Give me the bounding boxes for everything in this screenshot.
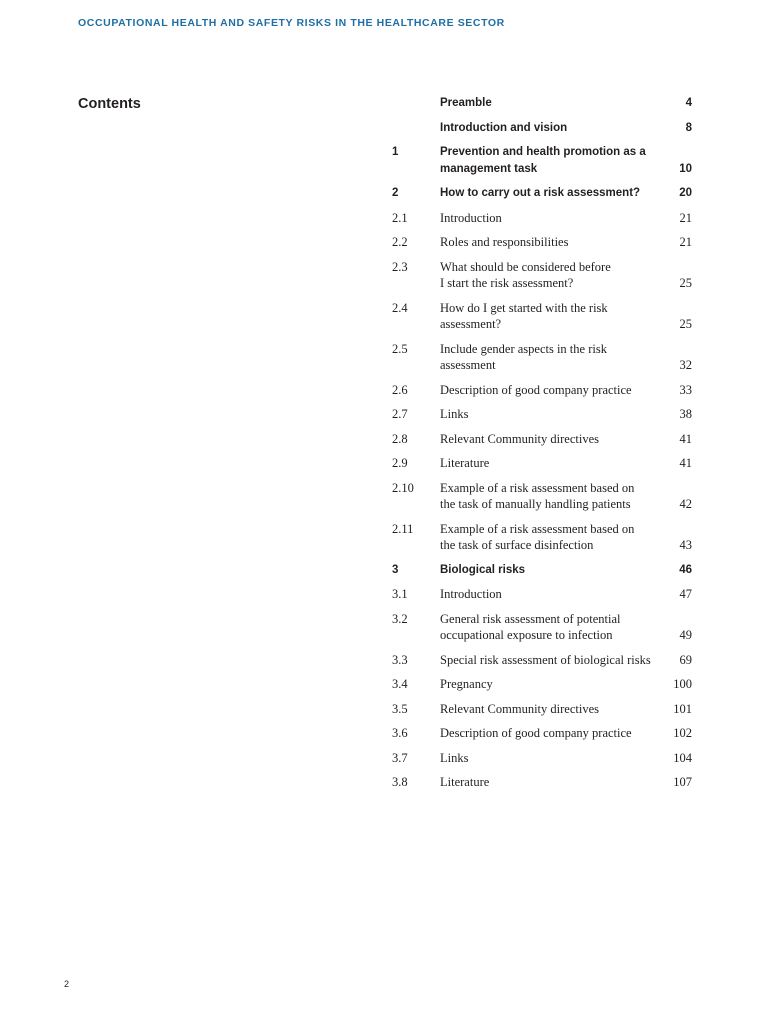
- toc-entry-title-line: Include gender aspects in the risk: [440, 341, 607, 356]
- toc-entry-page: 49: [679, 628, 692, 642]
- toc-entry-title-line: What should be considered before: [440, 259, 611, 274]
- table-of-contents: [392, 95, 692, 799]
- toc-entry-page: 8: [685, 121, 692, 134]
- toc-entry[interactable]: [392, 652, 692, 669]
- toc-entry-title-line: I start the risk assessment?: [440, 276, 574, 290]
- toc-entry[interactable]: [392, 144, 692, 177]
- toc-entry-title-line: Description of good company practice: [440, 382, 632, 397]
- toc-entry-title: [440, 300, 660, 333]
- toc-entry-title: [440, 210, 660, 227]
- toc-entry[interactable]: [392, 406, 692, 423]
- toc-entry-title-line: Literature: [440, 456, 490, 470]
- toc-entry[interactable]: [392, 341, 692, 374]
- toc-entry-number: 2.5: [392, 341, 408, 356]
- toc-entry[interactable]: [392, 95, 692, 112]
- toc-entry-number: 3.8: [392, 775, 408, 789]
- toc-entry-title-line: Links: [440, 407, 469, 421]
- toc-entry-page: 21: [679, 210, 692, 225]
- toc-entry-title-line: Example of a risk assessment based on: [440, 521, 635, 536]
- toc-entry-number: 3.5: [392, 701, 408, 716]
- toc-entry-page: 43: [679, 538, 692, 552]
- toc-entry-number: 2.3: [392, 259, 408, 274]
- toc-entry[interactable]: [392, 455, 692, 472]
- toc-entry-number: 2.2: [392, 235, 408, 249]
- toc-entry-page: 101: [673, 701, 692, 716]
- toc-entry-title: [440, 431, 660, 448]
- toc-entry-title: [440, 455, 660, 472]
- toc-entry-number: 2.9: [392, 456, 408, 470]
- toc-entry[interactable]: [392, 701, 692, 718]
- toc-entry-page: 25: [679, 276, 692, 290]
- contents-heading: Contents: [78, 96, 141, 112]
- toc-entry-title-line: the task of surface disinfection: [440, 538, 594, 552]
- toc-entry[interactable]: [392, 185, 692, 202]
- toc-entry-title: [440, 234, 660, 251]
- page-number: 2: [64, 979, 70, 989]
- toc-entry-title-line: assessment?: [440, 317, 502, 331]
- toc-entry-title: [440, 676, 660, 693]
- toc-entry-page: 107: [673, 775, 692, 789]
- toc-entry-title-line: Links: [440, 750, 469, 765]
- toc-entry-title: [440, 341, 660, 374]
- toc-entry-page: 41: [679, 456, 692, 470]
- toc-entry-title: [440, 185, 660, 202]
- toc-entry-number: 2: [392, 187, 399, 199]
- toc-entry-title-line: Pregnancy: [440, 677, 493, 691]
- toc-entry-number: 2.10: [392, 480, 414, 495]
- toc-entry-title: [440, 586, 660, 603]
- toc-entry-title-line: the task of manually handling patients: [440, 497, 631, 511]
- toc-entry[interactable]: [392, 234, 692, 251]
- toc-entry-title-line: Relevant Community directives: [440, 431, 599, 446]
- toc-entry-title-line: How to carry out a risk assessment?: [440, 187, 641, 199]
- toc-entry-title: [440, 259, 660, 292]
- toc-entry-title-line: General risk assessment of potential: [440, 611, 621, 626]
- toc-entry-title: [440, 774, 660, 791]
- toc-entry-page: 38: [679, 407, 692, 421]
- toc-entry[interactable]: [392, 300, 692, 333]
- toc-entry-page: 102: [673, 726, 692, 740]
- toc-entry-title-line: occupational exposure to infection: [440, 628, 613, 642]
- toc-entry-number: 2.4: [392, 300, 408, 315]
- toc-entry-title-line: Introduction: [440, 587, 502, 601]
- toc-entry-page: 20: [679, 187, 692, 199]
- toc-entry-title-line: Roles and responsibilities: [440, 235, 569, 249]
- toc-entry-title-line: Relevant Community directives: [440, 701, 599, 716]
- toc-entry-page: 33: [679, 382, 692, 397]
- toc-entry-title: [440, 480, 660, 513]
- toc-entry-title-line: Literature: [440, 775, 490, 789]
- toc-entry-page: 25: [679, 317, 692, 331]
- toc-entry-page: 10: [679, 162, 692, 175]
- toc-entry-page: 32: [679, 358, 692, 372]
- toc-entry-title-line: Special risk assessment of biological risks: [440, 652, 651, 667]
- toc-entry[interactable]: [392, 210, 692, 227]
- toc-entry-page: 41: [679, 431, 692, 446]
- toc-entry-page: 46: [679, 563, 692, 576]
- toc-entry[interactable]: [392, 725, 692, 742]
- toc-entry-title: [440, 144, 660, 177]
- toc-entry-number: 2.7: [392, 407, 408, 421]
- toc-entry-page: 42: [679, 497, 692, 511]
- toc-entry-title-line: Introduction and vision: [440, 121, 568, 134]
- toc-entry[interactable]: [392, 562, 692, 579]
- toc-entry-title-line: Biological risks: [440, 563, 526, 576]
- toc-entry-title: [440, 611, 660, 644]
- toc-entry[interactable]: [392, 586, 692, 603]
- toc-entry-number: 2.6: [392, 382, 408, 397]
- toc-entry-title-line: management task: [440, 162, 538, 175]
- toc-entry-number: 1: [392, 146, 399, 158]
- toc-entry-number: 2.11: [392, 521, 414, 536]
- toc-entry-number: 2.8: [392, 431, 408, 446]
- toc-entry-title: [440, 120, 660, 137]
- toc-entry[interactable]: [392, 611, 692, 644]
- toc-entry-page: 100: [673, 677, 692, 691]
- toc-entry-title-line: Preamble: [440, 97, 492, 109]
- toc-entry-title-line: assessment: [440, 358, 496, 372]
- toc-entry[interactable]: [392, 431, 692, 448]
- toc-entry-number: 3.1: [392, 587, 408, 601]
- toc-entry-title: [440, 406, 660, 423]
- toc-entry-page: 69: [679, 652, 692, 667]
- toc-entry-page: 47: [679, 587, 692, 601]
- toc-entry[interactable]: [392, 676, 692, 693]
- toc-entry[interactable]: [392, 480, 692, 513]
- toc-entry[interactable]: [392, 750, 692, 767]
- toc-entry-title-line: Example of a risk assessment based on: [440, 480, 635, 495]
- toc-entry-number: 3.3: [392, 652, 408, 667]
- toc-entry[interactable]: [392, 120, 692, 137]
- toc-entry-title-line: How do I get started with the risk: [440, 300, 608, 315]
- toc-entry-title: [440, 95, 660, 112]
- toc-entry-number: 3.4: [392, 677, 408, 691]
- toc-entry-number: 3: [392, 563, 399, 576]
- toc-entry-title-line: Description of good company practice: [440, 726, 632, 740]
- toc-entry[interactable]: [392, 521, 692, 554]
- toc-entry[interactable]: [392, 259, 692, 292]
- toc-entry-number: 3.7: [392, 750, 408, 765]
- running-header: OCCUPATIONAL HEALTH AND SAFETY RISKS IN THE HEALTHCARE SECTOR: [78, 17, 505, 29]
- toc-entry[interactable]: [392, 382, 692, 399]
- toc-entry-page: 4: [685, 97, 692, 109]
- toc-entry-title: [440, 562, 660, 579]
- toc-entry-title-line: Introduction: [440, 210, 502, 225]
- toc-entry-title: [440, 701, 660, 718]
- toc-entry-number: 3.2: [392, 611, 408, 626]
- toc-entry-page: 21: [679, 235, 692, 249]
- toc-entry-title: [440, 521, 660, 554]
- toc-entry-title: [440, 750, 660, 767]
- toc-entry-page: 104: [673, 750, 692, 765]
- toc-entry-title: [440, 652, 660, 669]
- toc-entry[interactable]: [392, 774, 692, 791]
- toc-entry-title: [440, 382, 660, 399]
- toc-entry-title: [440, 725, 660, 742]
- toc-entry-title-line: Prevention and health promotion as a: [440, 146, 646, 158]
- toc-entry-number: 3.6: [392, 726, 408, 740]
- toc-entry-number: 2.1: [392, 210, 408, 225]
